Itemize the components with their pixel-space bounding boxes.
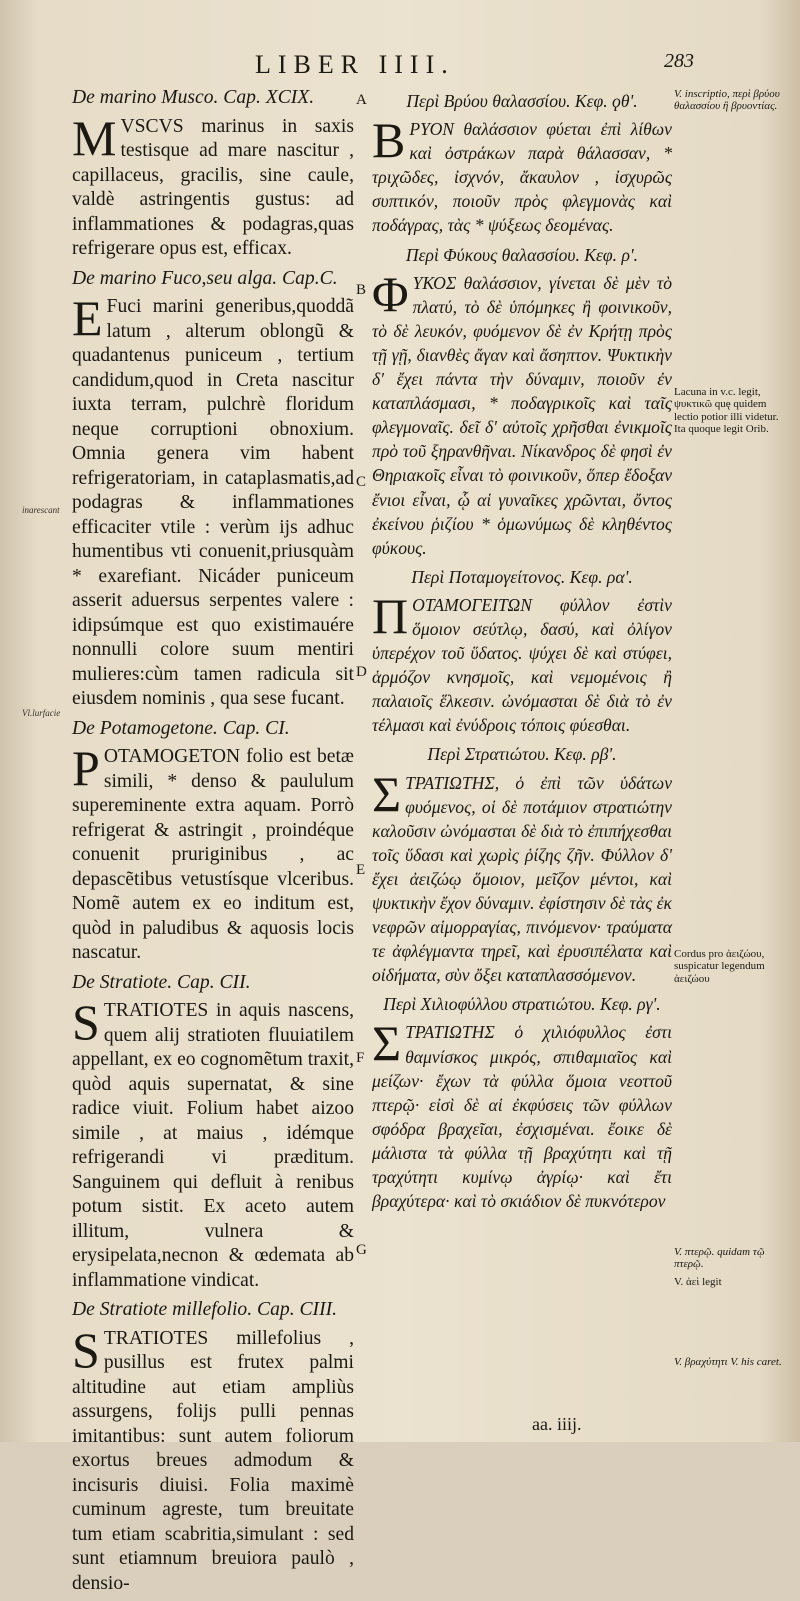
latin-column (72, 86, 354, 1601)
initial-letter: M (72, 109, 117, 166)
chapter (72, 1298, 354, 1596)
chapter-text: STRATIOTES millefolius , pusillus est frutex palmi altitudine aut etiam ampliùs assurgens, folijs pulli pennas imitantibus: sunt autem foliorum exortus breues admodum & incisuris diuisi. Folia maximè cuminum agreste, tum breuitate tum etiam scabritia,simulant : sed sunt etiamnum breuiora paulò , densio- (72, 1321, 354, 1594)
chapter (372, 89, 672, 238)
initial-letter: Σ (372, 1015, 402, 1072)
initial-letter: Π (372, 587, 409, 644)
section-marker: D (356, 664, 367, 680)
marginal-note: Cordus pro ἀειζώου, suspicatur legendum ἀειζώου (674, 948, 765, 985)
section-marker: B (356, 282, 367, 298)
left-margin-note: Vl.lurfacie (22, 708, 61, 718)
marginal-note: V. ἀεὶ legit (674, 1276, 722, 1288)
chapter-heading: De Stratiote millefolio. Cap. CIII. (72, 1299, 338, 1320)
running-title: LIBER IIII. (255, 50, 455, 79)
chapter (72, 86, 354, 262)
chapter-text: STRATIOTES in aquis nascens, quem alij stratioten fluuiatilem appellant, ex eo cognomẽtum traxit, quòd aquis supernatat, & sine radice viuit. Folium habet aizoo simile , at maius , idémque refrigerandi vi præditum. Sanguinem qui defluit à renibus potum sistit. Ex aceto autem illitum, vulnera & erysipelata,necnon & œdemata ab inflammatione vindicat. (72, 994, 354, 1291)
chapter-heading: Περὶ Χιλιοφύλλου στρατιώτου. Κεφ. ργ'. (383, 994, 661, 1015)
chapter (72, 267, 354, 712)
chapter (372, 243, 672, 560)
initial-letter: S (72, 1321, 100, 1378)
chapter-text: E Fuci marini generibus,quoddã latum , alterum oblongũ & quadantenus puniceum , tertium candidum,quod in Creta nascitur iuxta terram, pulchrè floridum neque corruptioni obnoxium. Omnia genera vim habent refrigeratoriam, in cataplasmatis,ad podagras & inflammationes efficaciter vtile : verùm ijs adhuc humentibus vti conuenit,priusquàm * exarefiant. Nicáder puniceum asserit aduersus serpentes valere : idipsúmque est quo existimauére nonnulli colore suum mentiri mulieres:cùm tamen radicula sit eiusdem nominis , qua sese fucant. (72, 290, 354, 709)
initial-letter: Σ (372, 765, 402, 822)
chapter (372, 565, 672, 738)
chapter-heading: Περὶ Φύκους θαλασσίου. Κεφ. ρ'. (405, 244, 639, 265)
chapter-text: ΠΟΤΑΜΟΓΕΙΤΩΝ φύλλον ἐστὶν ὅμοιον σεύτλῳ, δασύ, καὶ ὀλίγον ὑπερέχον τοῦ ὕδατος. ψύχει δὲ καὶ στύφει, ἁρμόζον κνησμοῖς, καὶ νεμομένοις ἢ παλαιοῖς ἕλκεσιν. ὠνόμασται δὲ διὰ τὸ ἐν τέλμασι καὶ ἐνύδροις τόποις φύεσθαι. (372, 587, 672, 736)
chapter-heading: De marino Musco. Cap. XCIX. (72, 87, 315, 108)
chapter (72, 971, 354, 1294)
marginal-note: V. πτερῷ. quidam τῷ πτερῷ. (674, 1246, 765, 1271)
chapter-heading: De marino Fuco,seu alga. Cap.C. (72, 267, 338, 289)
chapter-text: ΣΤΡΑΤΙΩΤΗΣ ὁ χιλιόφυλλος ἐστι θαμνίσκος μικρός, σπιθαμιαῖος καὶ μείζων· ἔχων τὰ φύλλα ὅμοια νεοττοῦ πτερῷ· εἰσὶ δὲ αἱ ἐκφύσεις τῶν φύλλων σφόδρα βραχεῖαι, ἐσχισμέναι. ἔοικε δὲ μάλιστα τὰ φύλλα τῇ βραχύτητι καὶ τῇ τραχύτητι κυμίνῳ ἀγρίῳ· καὶ ἔτι βραχύτερα· καὶ τὸ σκιάδιον δὲ πυκνότερον (372, 1015, 672, 1212)
chapter (72, 717, 354, 966)
section-marker: A (356, 92, 367, 108)
marginal-note: V. βραχύτητι V. his caret. (674, 1356, 782, 1368)
initial-letter: Φ (372, 265, 409, 322)
initial-letter: S (72, 994, 100, 1050)
section-marker: F (356, 1050, 365, 1066)
initial-letter: P (72, 740, 100, 796)
chapter-heading: Περὶ Βρύου θαλασσίου. Κεφ. ϙθ'. (406, 91, 638, 111)
chapter-heading: De Potamogetone. Cap. CI. (72, 717, 290, 739)
section-marker: E (356, 862, 366, 878)
marginal-note: V. inscriptio, περὶ βρύου θαλασσίου ἢ βρυοντίας. (674, 88, 780, 113)
marginal-note: Lacuna in v.c. legit, ψυκτικῶ quę quidem lectio potior illi videtur. Ita quoque legit Orib. (674, 386, 779, 436)
initial-letter: Β (372, 112, 406, 169)
section-marker: C (356, 474, 367, 490)
initial-letter: E (72, 290, 103, 346)
chapter (372, 992, 672, 1213)
chapter-text: POTAMOGETON folio est betæ simili, * denso & paululum supereminente extra aquam. Porrò refrigerat & astringit , proindéque conuenit pruriginibus , ac depascẽtibus vetustísque vlceribus. Nomẽ autem ex eo inditum est, quòd in paludibus & aquosis locis nascatur. (72, 740, 354, 963)
chapter-text: ΣΤΡΑΤΙΩΤΗΣ, ὁ ἐπὶ τῶν ὑδάτων φυόμενος, οἱ δὲ ποτάμιον στρατιώτην καλοῦσιν ὠνόμασται δὲ διὰ τὸ ἐπιπήχεσθαι τοῖς ὕδασι καὶ χωρὶς ῥίζης ζῆν. Φύλλον δ' ἔχει ἀειζώῳ ὅμοιον, μεῖζον μέντοι, καὶ ψυκτικὴν ἔχον δύναμιν. ἐφίστησιν δὲ τὰς ἐκ νεφρῶν αἱμορραγίας, πινόμενον· τραύματα τε ἀφλέγμαντα τηρεῖ, καὶ ἐρυσιπέλατα καὶ οἰδήματα, σὺν ὄξει καταπλασσόμενον. (372, 765, 672, 986)
chapter-heading: Περὶ Στρατιώτου. Κεφ. ρβ'. (427, 744, 617, 765)
greek-column (372, 86, 672, 1218)
left-margin-note: inarescant (22, 505, 60, 515)
chapter-heading: Περὶ Ποταμογείτονος. Κεφ. ρα'. (411, 566, 633, 587)
section-marker: G (356, 1242, 367, 1258)
chapter (372, 742, 672, 987)
page-number: 283 (664, 50, 694, 72)
chapter-text: ΒΡΥΟΝ θαλάσσιον φύεται ἐπὶ λίθων καὶ ὀστράκων παρὰ θάλασσαν, * τριχῶδες, ἰσχνόν, ἄκαυλον , ἰσχυρῶς συπτικόν, ποιοῦν πρὸς φλεγμονὰς καὶ ποδάγρας, τὰς * ψύξεως δεομένας. (372, 112, 672, 236)
chapter-heading: De Stratiote. Cap. CII. (72, 971, 251, 993)
chapter-text: MVSCVS marinus in saxis testisque ad mare nascitur , capillaceus, gracilis, sine caule, valdè astringentis gustus: ad inflammationes & podagras,quas refrigerare opus est, efficax. (72, 109, 354, 259)
chapter-text: ΦΥΚΟΣ θαλάσσιον, γίνεται δὲ μὲν τὸ πλατύ, τὸ δὲ ὑπόμηκες ἢ φοινικοῦν, τὸ δὲ λευκόν, φυόμενον δὲ ἐν Κρήτῃ πρὸς τῇ γῇ, διανθὲς ἄγαν καὶ ἄσηπτον. Ψυκτικὴν δ' ἔχει πάντα τὴν δύναμιν, ποιοῦν ἐν καταπλάσμασι, * ποδαγρικοῖς καὶ ταῖς φλεγμοναῖς. δεῖ δ' αὐτοῖς χρῆσθαι ἐνικμοῖς πρὸ τοῦ ξηρανθῆναι. Νίκανδρος δὲ φησὶ ἐν Θηριακοῖς εἶναι τὸ φοινικοῦν, ὅπερ ἔδοξαν ἔνιοι εἶναι, ᾧ αἱ γυναῖκες χρῶνται, ὄντος ἐκείνου ῥιζίου * ὁμωνύμως δὲ κληθέντος φύκους. (372, 265, 672, 558)
signature-mark: aa. iiij. (532, 1414, 582, 1434)
